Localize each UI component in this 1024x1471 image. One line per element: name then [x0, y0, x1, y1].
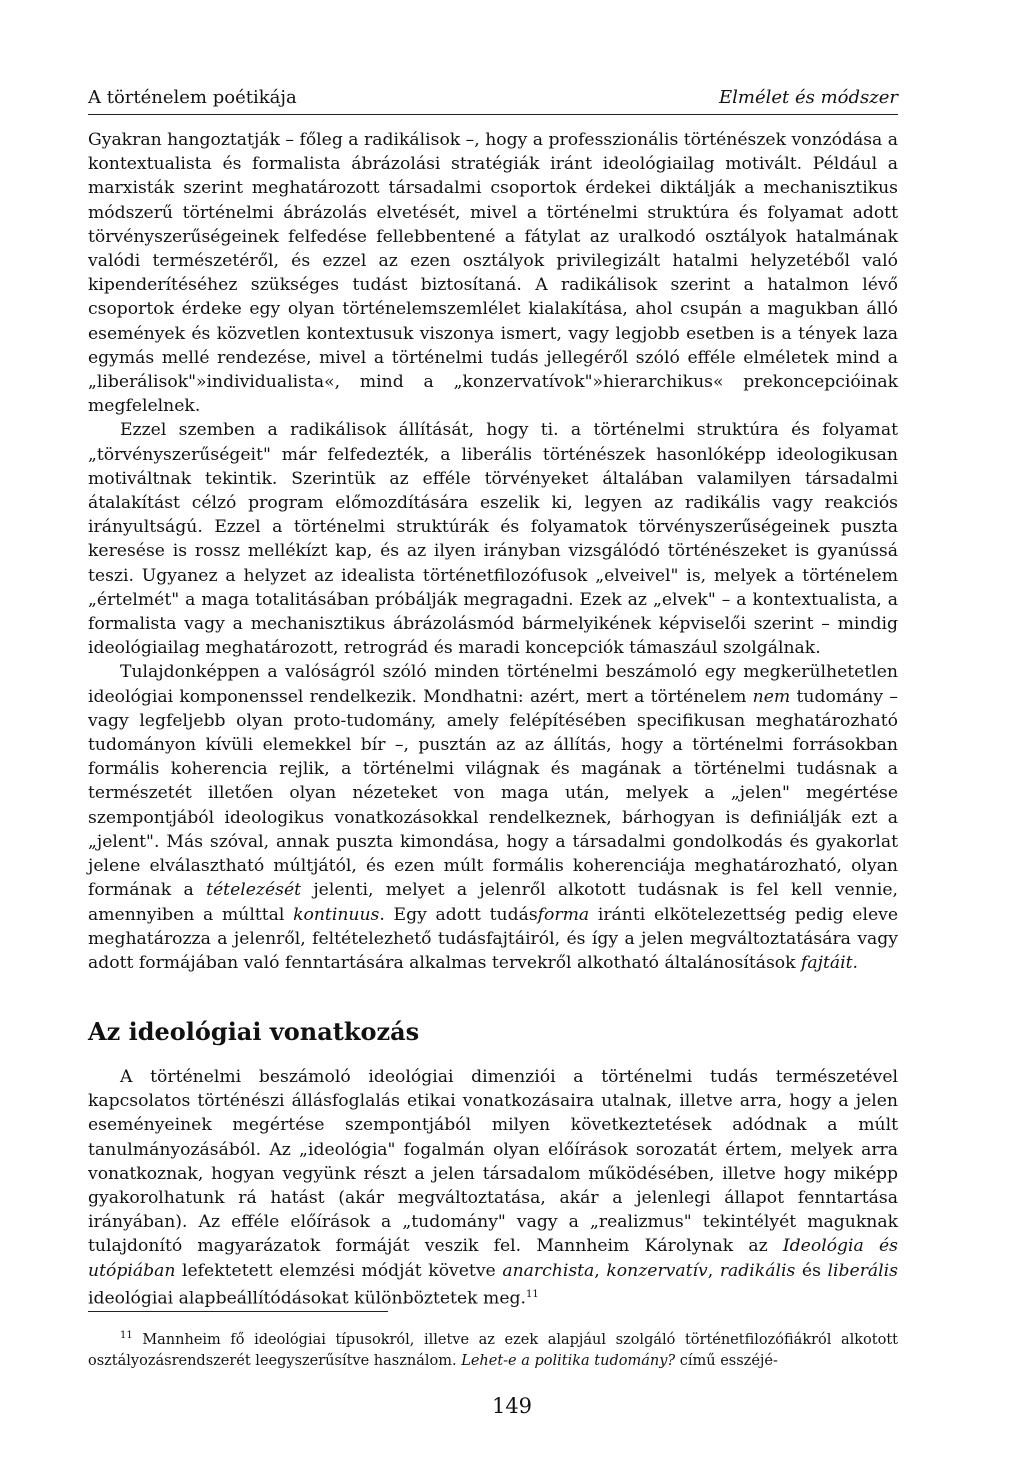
- running-head: [88, 86, 898, 115]
- footnote-text: című esszéjé-: [675, 1352, 778, 1369]
- section-text: [88, 1065, 898, 1311]
- paragraph-3: [88, 660, 898, 975]
- paragraph-1: Gyakran hangoztatják – főleg a radikálisok –, hogy a professzionális történészek vonzódása a kontextualista és formalista ábrázolási stratégiák iránt ideológiailag motivált. Például a marxisták szerint meghatározott társadalmi csoportok érdekei diktálják a mechanisztikus módszerű történelmi ábrázolás elvetését, mivel a történelmi struktúra és folyamat adott törvényszerűségeinek felfedése fellebbentené a fátylat az uralkodó osztályok hatalmának valódi természetéről, és ezzel az ezen osztályok privilegizált hatalmi helyzetéből való kipenderítéséhez szükséges tudást biztosítaná. A radikálisok szerint a hatalmon lévő csoportok érdeke egy olyan történelemszemlélet kialakítása, ahol csupán a magukban álló események és közvetlen kontextusuk viszonya ismert, vagy legjobb esetben is a tények laza egymás mellé rendezése, mivel a történelmi tudás jellegéről szóló efféle elméletek mind a „liberálisok"»individualista«, mind a „konzervatívok"»hierarchikus« prekoncepcióinak megfelelnek.: [88, 130, 899, 417]
- book-title: Ideológia és utópiában: [88, 1236, 898, 1281]
- footnote-essay-title: Lehet-e a politika tudomány?: [461, 1352, 676, 1369]
- emphasis: liberális: [827, 1260, 898, 1281]
- footnote-mark: 11: [120, 1330, 133, 1341]
- footnote-text: Mannheim fő ideológiai típusokról, illetve az ezek alapjául szolgáló történetfilozófiákról alkotott osztályozásrendszerét leegyszerűsítve használom.: [88, 1331, 898, 1369]
- text-run: A történelmi beszámoló ideológiai dimenziói a történelmi tudás természetével kapcsolatos történészi állásfoglalás etikai vonatkozásaira utalnak, illetve arra, hogy a jelen eseményeinek megértése szempontjából milyen következtetések adódnak a múlt tanulmányozásából. Az „ideológia" fogalmán olyan előírások sorozatát értem, melyek arra vonatkoznak, hogyan vegyünk részt a jelen társadalom működésében, illetve hogy miképp gyakorolhatunk rá hatást (akár megváltoztatása, akár a jelenlegi állapot fenntartása irányában). Az efféle előírások a „tudomány" vagy a „realizmus" tekintélyét maguknak tulajdonító magyarázatok formáját veszik fel. Mannheim Károlynak az: [88, 1067, 898, 1257]
- emphasis: kontinuus: [293, 904, 380, 925]
- running-head-title: A történelem poétikája: [88, 87, 297, 108]
- emphasis: fajtáit.: [801, 952, 858, 973]
- main-text: [88, 128, 898, 975]
- emphasis: konzervatív: [606, 1260, 708, 1281]
- footnote-rule: [88, 1311, 388, 1312]
- text-run: ,: [707, 1260, 720, 1281]
- paragraph-4: [88, 1065, 898, 1311]
- text-run: jelenti, melyet a jelenről alkotott tudásnak is fel kell vennie, amennyiben a múlttal: [88, 880, 898, 925]
- paragraph-2: Ezzel szemben a radikálisok állítását, hogy ti. a történelmi struktúra és folyamat „törvényszerűségeit" már felfedezték, a liberális történészek hasonlóképp ideologikusan motiváltnak tekintik. Szerintük az efféle törvényeket általában valamilyen társadalmi átalakítást célzó program előmozdítására eszelik ki, legyen az radikális vagy reakciós irányultságú. Ezzel a történelmi struktúrák és folyamatok törvényszerűségeinek puszta keresése is rossz mellékízt kap, és az ilyen irányban vizsgálódó történészeket is gyanússá teszi. Ugyanez a helyzet az idealista történetfilozófusok „elveivel" is, melyek a történelem „értelmét" a maga totalitásában próbálják megragadni. Ezek az „elvek" – a kontextualista, a formalista vagy a mechanisztikus ábrázolásmód bármelyikének képviselői szerint – mindig ideológiailag meghatározott, retrográd és maradi koncepciók támaszául szolgálnak.: [88, 420, 898, 659]
- text-run: lefektetett elemzési módját követve: [175, 1260, 503, 1281]
- section-heading: Az ideológiai vonatkozás: [88, 1017, 420, 1046]
- text-run: ,: [594, 1260, 607, 1281]
- text-run: iránti elkötelezettség pedig eleve meghatározza a jelenről, feltételezhető tudásfajtáiról, és így a jelen megváltoztatására vagy adott formájában való fenntartására alkalmas tervekről alkotható általánosítások: [88, 904, 898, 973]
- emphasis: nem: [752, 686, 791, 707]
- text-run: és: [795, 1260, 828, 1281]
- footnote-reference: 11: [525, 1288, 539, 1300]
- emphasis: forma: [537, 904, 590, 925]
- text-run: tudomány – vagy legfeljebb olyan proto-tudomány, amely felépítésében specifikusan meghatározható tudományon kívüli elemekkel bír –, pusztán az az állítás, hogy a történelmi forrásokban formális koherencia rejlik, a történelmi világnak és magának a történelmi tudásnak a természetét illetően olyan nézeteket von maga után, melyek a „jelen" megértése szempontjából ideologikus vonatkozásokkal rendelkeznek, bárhogyan is definiálják ezt a „jelent". Más szóval, annak puszta kimondása, hogy a társadalmi gondolkodás és gyakorlat jelene elválasztható múltjától, és ezen múlt formális koherenciája meghatározható, olyan formának a: [88, 686, 898, 901]
- footnote: [88, 1325, 898, 1372]
- text-run: ideológiai alapbeállítódásokat különböztetek meg.: [88, 1288, 526, 1309]
- emphasis: tételezését: [206, 880, 302, 901]
- text-run: Tulajdonképpen a valóságról szóló minden történelmi beszámoló egy megkerülhetetlen ideológiai komponenssel rendelkezik. Mondhatni: azért, mert a történelem: [88, 662, 898, 707]
- emphasis: anarchista: [502, 1260, 595, 1281]
- page-number: 149: [491, 1394, 533, 1418]
- emphasis: radikális: [719, 1260, 796, 1281]
- running-head-section: Elmélet és módszer: [719, 87, 898, 108]
- text-run: . Egy adott tudás: [379, 904, 538, 925]
